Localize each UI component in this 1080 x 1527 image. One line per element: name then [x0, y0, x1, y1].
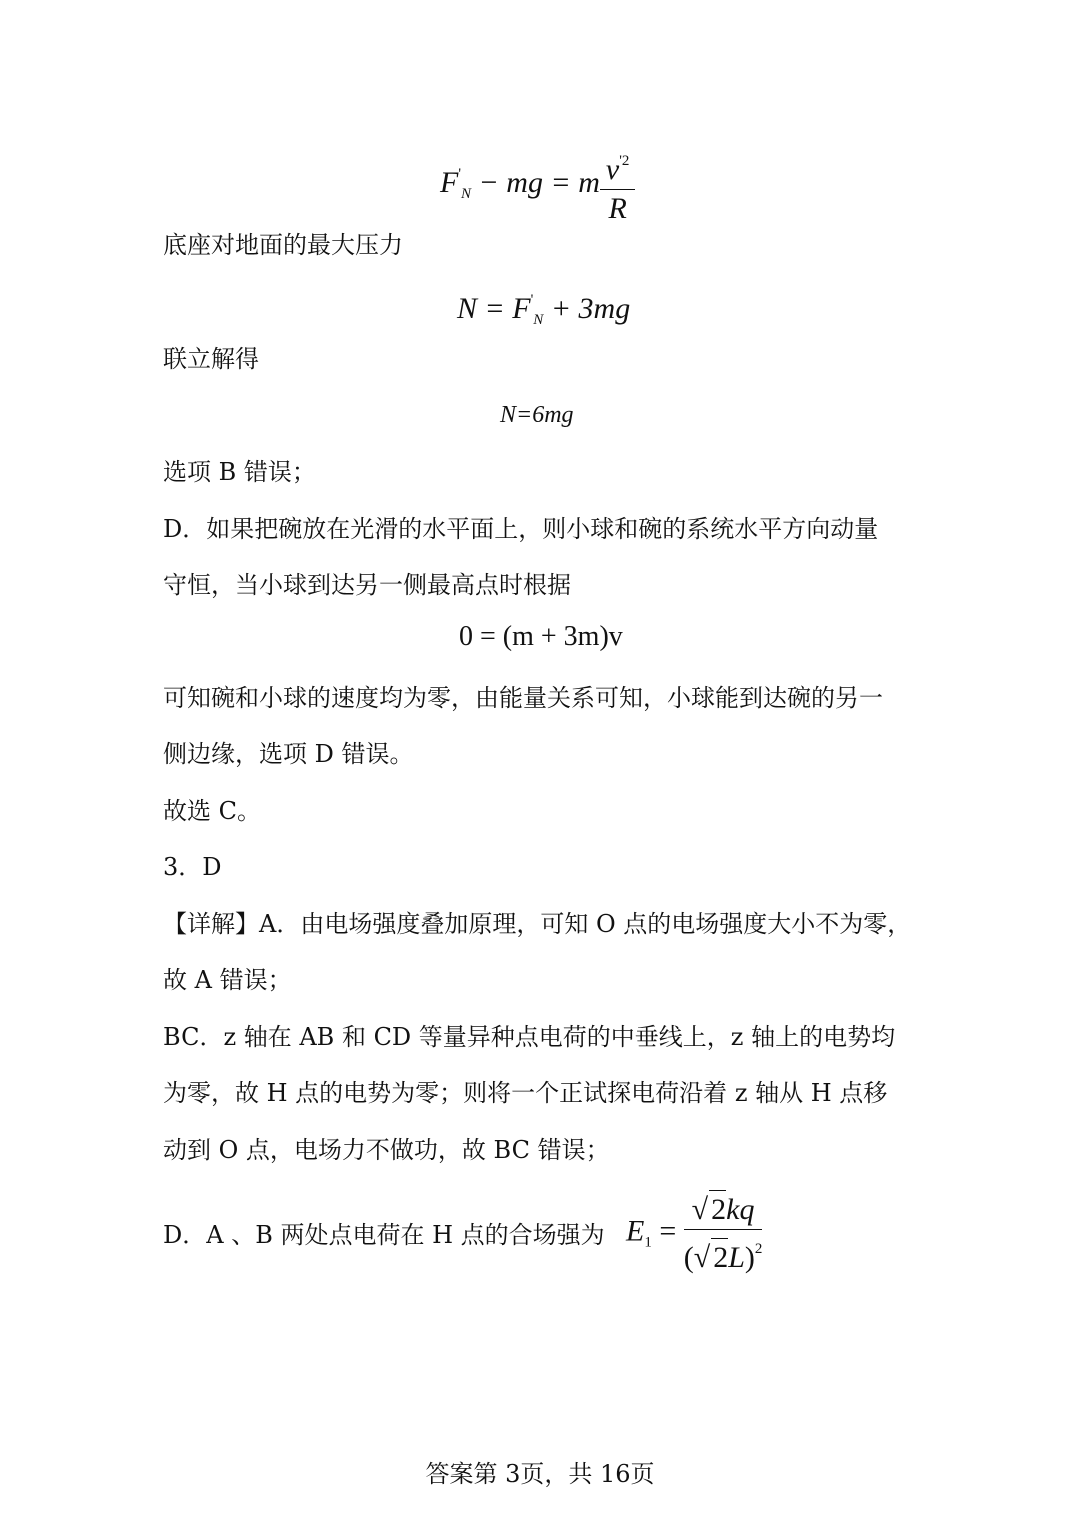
- eq5-sub: 1: [644, 1234, 652, 1251]
- equation-result: N=6mg: [500, 402, 574, 428]
- text-line-4: D．如果把碗放在光滑的水平面上，则小球和碗的系统水平方向动量: [163, 515, 879, 543]
- text-line-3: 选项 B 错误；: [163, 458, 316, 486]
- eq5-num-rest: kq: [726, 1193, 755, 1226]
- eq2-rest: + 3mg: [543, 292, 631, 325]
- text-line-8: 故选 C。: [163, 797, 261, 825]
- eq1-sub: N: [461, 185, 472, 202]
- page-footer: 答案第 3页，共 16页: [425, 1460, 655, 1488]
- text-line-11: 故 A 错误；: [163, 966, 292, 994]
- eq2-prime: ': [530, 292, 534, 308]
- equation-momentum: 0 = (m + 3m)v: [459, 621, 623, 652]
- eq1-prime: ': [458, 165, 462, 182]
- text-line-5: 守恒，当小球到达另一侧最高点时根据: [163, 571, 571, 599]
- eq5-den-var: L: [728, 1241, 745, 1274]
- text-line-10: 【详解】A．由电场强度叠加原理，可知 O 点的电场强度大小不为零，: [163, 910, 912, 938]
- eq1-fraction: [600, 142, 636, 228]
- text-line-15: D．A 、B 两处点电荷在 H 点的合场强为: [163, 1221, 605, 1249]
- text-line-9: 3．D: [163, 853, 222, 881]
- eq2-sub: N: [533, 312, 544, 328]
- text-line-6: 可知碗和小球的速度均为零，由能量关系可知，小球能到达碗的另一: [163, 684, 883, 712]
- eq1-den: R: [608, 192, 627, 225]
- eq5-fraction: $\frac{√ 2kq}{(√ 2L)^2}$: [684, 1190, 763, 1277]
- text-line-7: 侧边缘，选项 D 错误。: [163, 740, 414, 768]
- text-line-13: 为零，故 H 点的电势为零；则将一个正试探电荷沿着 z 轴从 H 点移: [163, 1079, 888, 1107]
- eq1-F: F: [440, 165, 459, 199]
- eq2-prefix: N = F: [457, 292, 531, 325]
- eq5-den-sup: 2: [754, 1241, 763, 1257]
- text-line-2: 联立解得: [163, 345, 259, 373]
- eq5-den-radicand: 2: [711, 1238, 728, 1277]
- equation-normal-force: [457, 282, 630, 338]
- equation-centripetal: [440, 142, 635, 228]
- eq5-num-radicand: 2: [709, 1190, 726, 1229]
- text-line-1: 底座对地面的最大压力: [163, 231, 403, 259]
- eq5-equals: =: [659, 1214, 677, 1248]
- equation-field-strength: [626, 1190, 762, 1277]
- eq5-E: E: [626, 1214, 645, 1248]
- eq1-num-v: v: [605, 153, 620, 186]
- eq1-num-sup: '2: [619, 153, 630, 169]
- text-line-12: BC．z 轴在 AB 和 CD 等量异种点电荷的中垂线上，z 轴上的电势均: [163, 1023, 896, 1051]
- text-line-14: 动到 O 点，电场力不做功，故 BC 错误；: [163, 1136, 610, 1164]
- eq1-rest: − mg = m: [471, 165, 600, 199]
